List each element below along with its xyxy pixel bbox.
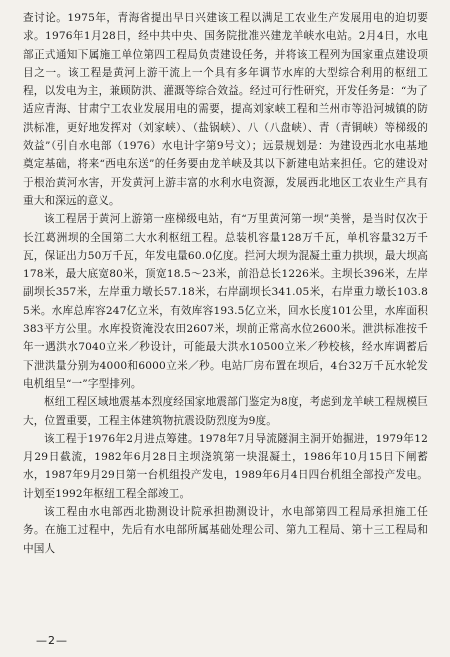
paragraph-seismic: 枢纽工程区域地震基本烈度经国家地震部门鉴定为8度，考虑到龙羊峡工程规模巨大，位置重要，工程主体建筑物抗震设防烈度为9度。 bbox=[23, 396, 428, 427]
paragraph-approval: 查讨论。1975年，青海省提出早日兴建该工程以满足工农业生产发展用电的迫切要求。1976年1月28日，经中共中央、国务院批准兴建龙羊峡水电站。2月4日，水电部正式通知下属施工单位第四工程局负责建设任务，并将该工程列为国家重点建设项目之一。该工程是黄河上游干流上一个具有多年调节水库的大型综合利用的枢纽工程，以发电为主，兼顾防洪、灌溉等综合效益。经过可行性研究，开发任务是：“为了适应青海、甘肃宁工农业发展用电的需要，提高刘家峡工程和兰州市等沿河城镇的防洪标准，更好地发挥对（刘家峡）、（盐锅峡）、八（八盘峡）、青（青铜峡）等梯级的效益”（引自水电部（1976）水电计字第9号文）；远景规划是：为建设西北水电基地奠定基础，将来“西电东送”的任务要由龙羊峡及其以下新建电站来担任。它的建设对于根治黄河水害，开发黄河上游丰富的水利水电资源，发展西北地区工农业生产具有重大和深远的意义。 bbox=[23, 12, 428, 207]
paragraph-contractors: 该工程由水电部西北勘测设计院承担勘测设计，水电部第四工程局承担施工任务。在施工过程中，先后有水电部所属基础处理公司、第九工程局、第十三工程局和中国人 bbox=[23, 506, 428, 555]
paragraph-timeline: 该工程于1976年2月进点筹建。1978年7月导流隧洞主洞开始掘进，1979年12月29日截流，1982年6月28日主坝浇筑第一块混凝土，1986年10月15日下闸蓄水，1987年9月29日第一台机组投产发电，1989年6月4日四台机组全部投产发电。计划至1992年枢纽工程全部竣工。 bbox=[23, 432, 428, 500]
page-number: —2— bbox=[36, 634, 68, 647]
paragraph-specifications: 该工程居于黄河上游第一座梯级电站，有“万里黄河第一坝”美誉，是当时仅次于长江葛洲坝的全国第二大水利枢纽工程。总装机容量128万千瓦，单机容量32万千瓦，保证出力50万千瓦，年发电量60.0亿度。拦河大坝为混凝土重力拱坝，最大坝高178米，最大底宽80米，顶宽18.5～23米，前沿总长1226米。主坝长396米，左岸副坝长357米，左岸重力墩长57.18米，右岸副坝长341.05米，右岸重力墩长103.85米。水库总库容247亿立米，有效库容193.5亿立米，回水长度101公里，水库面积383平方公里。水库投资淹没农田2607米，坝前正常高水位2600米。泄洪标准按千年一遇洪水7040立米／秒设计，可能最大洪水10500立米／秒校核，经水库调蓄后下泄洪量分别为4000和6000立米／秒。电站厂房布置在坝后，4台32万千瓦水轮发电机组呈“一”字型排列。 bbox=[23, 213, 428, 390]
